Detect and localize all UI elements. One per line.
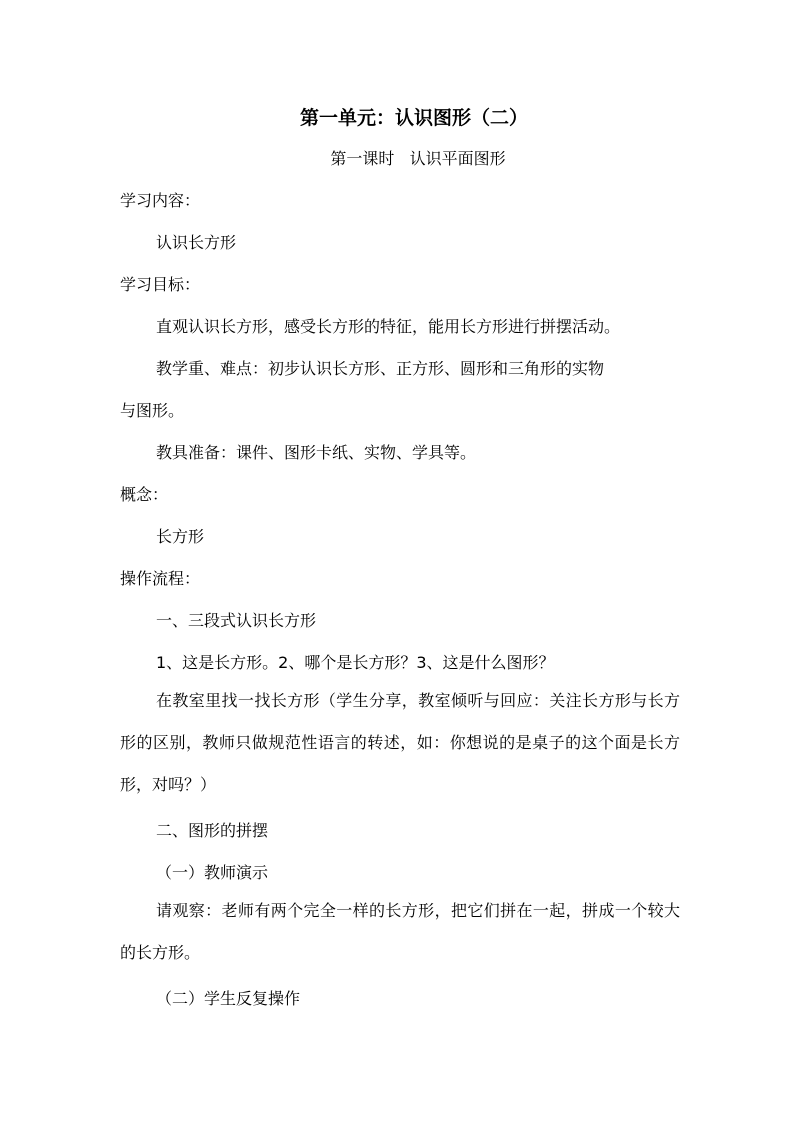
heading-concept: 概念： — [120, 485, 169, 504]
teacher-demo-heading: （一）教师演示 — [156, 863, 269, 882]
heading-learning-goals: 学习目标： — [120, 275, 201, 294]
student-practice-heading: （二）学生反复操作 — [156, 989, 301, 1008]
document-subtitle: 第一课时 认识平面图形 — [330, 149, 506, 168]
learning-content-text: 认识长方形 — [156, 233, 237, 252]
section-two-heading: 二、图形的拼摆 — [156, 821, 269, 840]
key-points-text: 教学重、难点：初步认识长方形、正方形、圆形和三角形的实物 — [156, 359, 605, 378]
teaching-aids-text: 教具准备：课件、图形卡纸、实物、学具等。 — [156, 443, 477, 462]
learning-goals-text: 直观认识长方形，感受长方形的特征，能用长方形进行拼摆活动。 — [156, 317, 621, 336]
key-points-text-cont: 与图形。 — [120, 401, 185, 420]
classroom-paragraph: 在教室里找一找长方形（学生分享，教室倾听与回应：关注长方形与长方形的区别，教师只做规范性语言的转述，如：你想说的是桌子的这个面是长方形，对吗？） — [120, 691, 680, 794]
heading-learning-content: 学习内容： — [120, 191, 201, 210]
section-one-heading: 一、三段式认识长方形 — [156, 611, 317, 630]
heading-procedure: 操作流程： — [120, 569, 201, 588]
concept-text: 长方形 — [156, 527, 205, 546]
document-title: 第一单元：认识图形（二） — [299, 107, 528, 129]
observe-paragraph: 请观察：老师有两个完全一样的长方形，把它们拼在一起，拼成一个较大的长方形。 — [120, 901, 680, 962]
three-step-text: 1、这是长方形。2、哪个是长方形？3、这是什么图形？ — [156, 653, 555, 672]
